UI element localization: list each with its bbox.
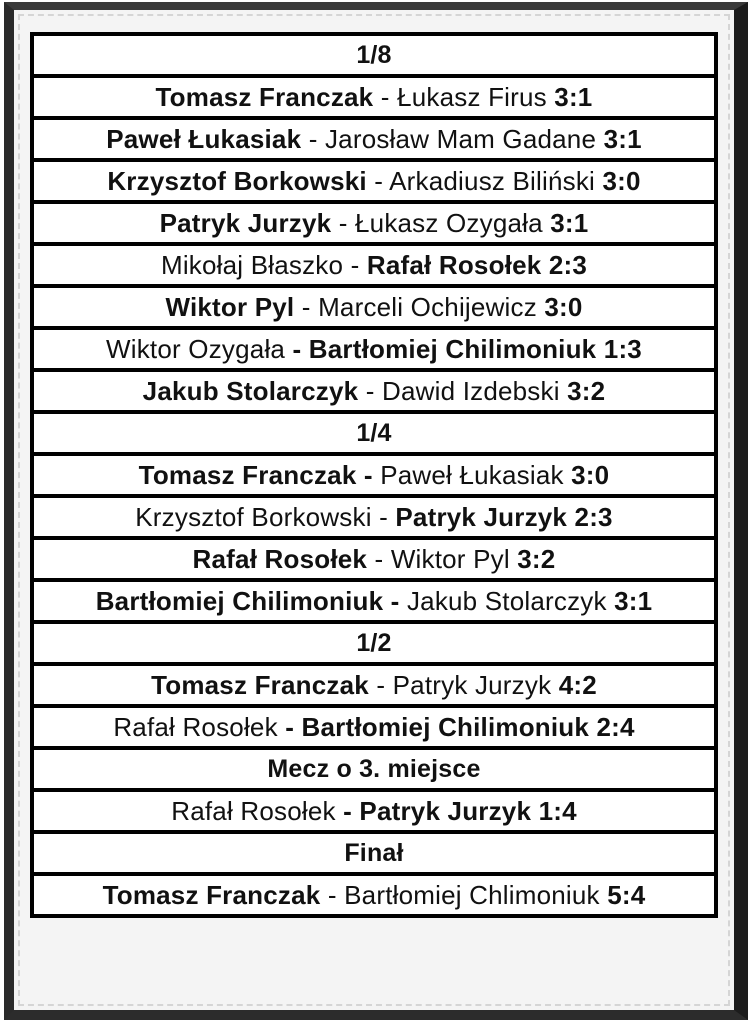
match-cell xyxy=(32,202,716,244)
player-two: Bartłomiej Chilimoniuk xyxy=(308,333,597,364)
match-cell xyxy=(32,286,716,328)
separator: - xyxy=(320,879,345,910)
player-two: Bartłomiej Chlimoniuk xyxy=(344,879,600,910)
score: 4:2 xyxy=(558,669,597,700)
match-cell xyxy=(32,580,716,622)
match-cell xyxy=(32,538,716,580)
player-one: Mikołaj Błaszko xyxy=(160,249,344,280)
separator: - xyxy=(301,123,325,154)
stage-header-row xyxy=(32,622,716,664)
score: 1:3 xyxy=(603,333,642,364)
match-row xyxy=(32,874,716,916)
match-row xyxy=(32,454,716,496)
match-row xyxy=(32,790,716,832)
stage-title: 1/2 xyxy=(32,622,716,664)
match-cell xyxy=(32,496,716,538)
score: 3:1 xyxy=(603,123,642,154)
stage-title: Finał xyxy=(32,832,716,874)
player-one: Krzysztof Borkowski xyxy=(135,501,372,532)
match-row xyxy=(32,118,716,160)
player-one: Tomasz Franczak xyxy=(155,81,374,112)
match-row xyxy=(32,580,716,622)
separator: - xyxy=(331,207,355,238)
player-one: Rafał Rosołek xyxy=(171,795,336,826)
tournament-results-table xyxy=(30,32,718,918)
score: 3:0 xyxy=(602,165,641,196)
stage-header-row xyxy=(32,412,716,454)
player-one: Tomasz Franczak xyxy=(102,879,321,910)
match-cell xyxy=(32,76,716,118)
player-one: Tomasz Franczak xyxy=(151,669,369,700)
player-one: Rafał Rosołek xyxy=(192,543,368,574)
score: 3:2 xyxy=(517,543,556,574)
separator: - xyxy=(358,375,383,406)
match-row xyxy=(32,538,716,580)
match-cell xyxy=(32,118,716,160)
player-two: Bartłomiej Chilimoniuk xyxy=(301,711,590,742)
match-cell xyxy=(32,244,716,286)
separator: - xyxy=(294,291,319,322)
score: 2:4 xyxy=(596,711,635,742)
stage-title: Mecz o 3. miejsce xyxy=(32,748,716,790)
match-cell xyxy=(32,706,716,748)
match-row xyxy=(32,244,716,286)
results-body xyxy=(32,34,716,916)
match-row xyxy=(32,664,716,706)
player-one: Krzysztof Borkowski xyxy=(107,165,367,196)
separator: - xyxy=(366,165,390,196)
match-cell xyxy=(32,454,716,496)
score: 2:3 xyxy=(574,501,613,532)
player-one: Paweł Łukasiak xyxy=(106,123,302,154)
stage-header-row xyxy=(32,832,716,874)
match-cell xyxy=(32,790,716,832)
player-two: Patryk Jurzyk xyxy=(395,501,568,532)
player-two: Marceli Ochijewicz xyxy=(318,291,537,322)
player-two: Łukasz Firus xyxy=(397,81,547,112)
player-two: Arkadiusz Biliński xyxy=(389,165,596,196)
match-row xyxy=(32,328,716,370)
score: 1:4 xyxy=(538,795,577,826)
match-row xyxy=(32,496,716,538)
player-two: Patryk Jurzyk xyxy=(359,795,532,826)
player-one: Tomasz Franczak xyxy=(138,459,357,490)
separator: - xyxy=(367,543,391,574)
player-one: Jakub Stolarczyk xyxy=(142,375,359,406)
player-one: Wiktor Ozygała xyxy=(106,333,286,364)
match-cell xyxy=(32,664,716,706)
player-two: Łukasz Ozygała xyxy=(355,207,543,238)
score: 3:1 xyxy=(550,207,589,238)
player-two: Rafał Rosołek xyxy=(366,249,542,280)
score: 3:0 xyxy=(571,459,610,490)
score: 3:1 xyxy=(554,81,593,112)
player-one: Wiktor Pyl xyxy=(165,291,295,322)
player-two: Dawid Izdebski xyxy=(382,375,560,406)
separator: - xyxy=(343,249,367,280)
match-row xyxy=(32,706,716,748)
player-two: Jarosław Mam Gadane xyxy=(324,123,597,154)
match-cell xyxy=(32,370,716,412)
separator: - xyxy=(285,333,309,364)
match-cell xyxy=(32,874,716,916)
stage-header-row xyxy=(32,34,716,76)
stage-title: 1/8 xyxy=(32,34,716,76)
stage-title: 1/4 xyxy=(32,412,716,454)
match-cell xyxy=(32,328,716,370)
separator: - xyxy=(371,501,396,532)
match-row xyxy=(32,202,716,244)
separator: - xyxy=(383,585,407,616)
separator: - xyxy=(335,795,360,826)
match-row xyxy=(32,76,716,118)
player-two: Jakub Stolarczyk xyxy=(406,585,607,616)
score: 5:4 xyxy=(607,879,646,910)
player-two: Paweł Łukasiak xyxy=(380,459,564,490)
player-two: Patryk Jurzyk xyxy=(392,669,552,700)
separator: - xyxy=(356,459,381,490)
player-two: Wiktor Pyl xyxy=(390,543,510,574)
separator: - xyxy=(277,711,302,742)
stage-header-row xyxy=(32,748,716,790)
player-one: Rafał Rosołek xyxy=(113,711,278,742)
separator: - xyxy=(368,669,393,700)
score: 2:3 xyxy=(548,249,588,280)
score: 3:1 xyxy=(614,585,653,616)
match-row xyxy=(32,160,716,202)
match-row xyxy=(32,286,716,328)
score: 3:0 xyxy=(544,291,583,322)
score: 3:2 xyxy=(567,375,606,406)
match-cell xyxy=(32,160,716,202)
match-row xyxy=(32,370,716,412)
player-one: Bartłomiej Chilimoniuk xyxy=(95,585,384,616)
separator: - xyxy=(373,81,398,112)
player-one: Patryk Jurzyk xyxy=(159,207,332,238)
